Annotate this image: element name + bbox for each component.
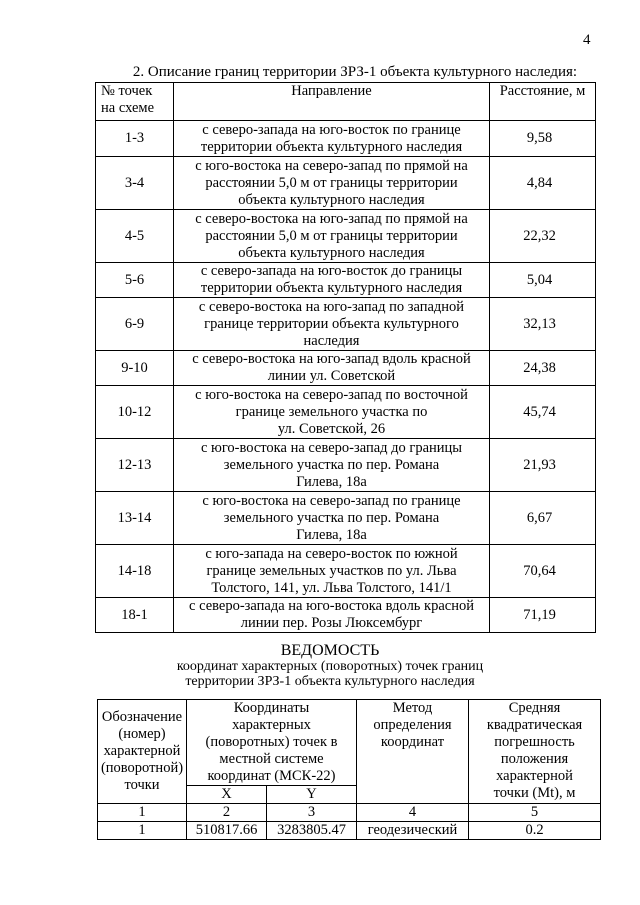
direction-cell [174,351,490,386]
vedomost-subtitle-line1: координат характерных (поворотных) точек границ [176,659,484,674]
vedomost-title: ВЕДОМОСТЬ [280,642,380,659]
header-designation [98,700,187,804]
direction-line: наследия [303,332,360,349]
table-row [96,210,596,263]
coords-header-row [98,700,601,786]
direction-line: Гилева, 18а [296,473,367,490]
coords-table-body [98,700,601,840]
direction-cell [174,545,490,598]
designation-header-line: (номер) [118,726,166,742]
table-row [96,598,596,633]
distance-cell: 24,38 [490,351,596,386]
direction-line: линии пер. Розы Люксембург [240,615,423,631]
point-range-cell: 6-9 [96,298,174,351]
direction-line: земельного участка по пер. Романа [223,509,440,526]
direction-cell [174,298,490,351]
distance-cell: 9,58 [490,121,596,157]
table-row [96,121,596,157]
table-row [96,545,596,598]
coords-table [97,699,601,840]
y-cell: 3283805.47 [267,822,357,840]
method-header-line: координат [380,734,445,750]
page-number: 4 [583,32,591,48]
coordinates-header-line: (поворотных) точек в [205,734,338,750]
coordinates-header-line: местной системе [219,751,324,767]
header-direction: Направление [174,83,490,121]
table-row [96,351,596,386]
error-header-line: Средняя [508,700,561,716]
point-range-cell: 14-18 [96,545,174,598]
direction-cell [174,263,490,298]
header-x: X [187,786,267,804]
direction-line: расстоянии 5,0 м от границы территории [205,174,458,191]
coordinates-header-line: характерных [232,717,311,733]
direction-line: с юго-востока на северо-запад по границе [202,492,461,509]
direction-line: с северо-запада на юго-востока вдоль красной [189,598,474,614]
direction-line: границе территории объекта культурного [204,315,459,332]
column-number-cell: 3 [267,804,357,822]
column-number-cell: 1 [98,804,187,822]
column-number-cell: 5 [469,804,601,822]
point-cell: 1 [98,822,187,840]
direction-line: линии ул. Советской [267,368,396,384]
distance-cell: 70,64 [490,545,596,598]
direction-line: территории объекта культурного наследия [200,138,463,155]
header-method [357,700,469,804]
error-header-line: погрешность [494,734,575,750]
error-header-line: точки (Mt), м [493,785,576,801]
vedomost-subtitle-line2: территории ЗРЗ-1 объекта культурного наследия [185,674,475,689]
point-range-cell: 1-3 [96,121,174,157]
method-header-line: определения [373,717,452,733]
coordinates-header-line: координат (МСК-22) [207,768,336,784]
point-range-cell: 4-5 [96,210,174,263]
header-y: Y [267,786,357,804]
coordinates-header-line: Координаты [233,700,310,716]
direction-cell [174,121,490,157]
distance-cell: 32,13 [490,298,596,351]
direction-line: границе земельных участков по ул. Льва [206,562,457,579]
table-row [96,298,596,351]
distance-cell: 45,74 [490,386,596,439]
direction-line: расстоянии 5,0 м от границы территории [205,227,458,244]
direction-line: с северо-запада на юго-восток до границы [200,263,463,279]
distance-cell: 71,19 [490,598,596,633]
direction-cell [174,492,490,545]
direction-line: с северо-востока на юго-запад по прямой на [195,210,468,227]
header-distance: Расстояние, м [490,83,596,121]
direction-cell [174,157,490,210]
direction-line: с северо-востока на юго-запад вдоль красной [192,351,471,367]
direction-cell [174,210,490,263]
x-cell: 510817.66 [187,822,267,840]
header-point-no-line2: на схеме [101,100,155,116]
direction-line: с северо-запада на юго-восток по границе [202,121,461,138]
header-point-no [96,83,174,121]
direction-line: с юго-востока на северо-запад до границы [200,439,463,456]
designation-header-line: точки [124,777,160,793]
section-title: 2. Описание границ территории ЗРЗ-1 объекта культурного наследия: [132,64,578,80]
header-coordinates [187,700,357,786]
table-row [96,157,596,210]
point-range-cell: 13-14 [96,492,174,545]
designation-header-line: характерной [103,743,181,759]
distance-cell: 4,84 [490,157,596,210]
header-error [469,700,601,804]
point-range-cell: 9-10 [96,351,174,386]
error-header-line: характерной [496,768,573,784]
point-range-cell: 12-13 [96,439,174,492]
direction-line: с северо-востока на юго-запад по западной [198,298,465,315]
direction-line: с юго-востока на северо-запад по прямой на [195,157,468,174]
direction-line: с юго-запада на северо-восток по южной [205,545,458,562]
table-row [96,263,596,298]
method-header-line: Метод [392,700,433,716]
distance-cell: 5,04 [490,263,596,298]
column-number-cell: 4 [357,804,469,822]
direction-line: границе земельного участка по [235,403,428,420]
column-numbers-row [98,804,601,822]
direction-cell [174,598,490,633]
table-row [96,439,596,492]
direction-cell [174,439,490,492]
direction-line: территории объекта культурного наследия [200,280,463,296]
direction-line: объекта культурного наследия [238,244,425,261]
borders-table-body [96,121,596,633]
coords-row [98,822,601,840]
direction-line: Толстого, 141, ул. Льва Толстого, 141/1 [211,579,452,596]
designation-header-line: Обозначение [101,709,183,725]
direction-line: Гилева, 18а [296,526,367,543]
header-point-no-line1: № точек [101,83,153,99]
borders-table-header-row [96,83,596,121]
direction-line: земельного участка по пер. Романа [223,456,440,473]
vedomost-subtitle [70,659,590,689]
column-number-cell: 2 [187,804,267,822]
distance-cell: 6,67 [490,492,596,545]
borders-table [95,82,596,633]
error-header-line: квадратическая [486,717,583,733]
direction-cell [174,386,490,439]
method-cell: геодезический [357,822,469,840]
distance-cell: 21,93 [490,439,596,492]
designation-header-line: (поворотной) [100,760,184,776]
direction-line: с юго-востока на северо-запад по восточной [195,386,468,403]
table-row [96,492,596,545]
table-row [96,386,596,439]
point-range-cell: 10-12 [96,386,174,439]
point-range-cell: 18-1 [96,598,174,633]
point-range-cell: 3-4 [96,157,174,210]
direction-line: ул. Советской, 26 [277,420,386,437]
point-range-cell: 5-6 [96,263,174,298]
distance-cell: 22,32 [490,210,596,263]
error-cell: 0.2 [469,822,601,840]
direction-line: объекта культурного наследия [238,191,425,208]
error-header-line: положения [500,751,569,767]
